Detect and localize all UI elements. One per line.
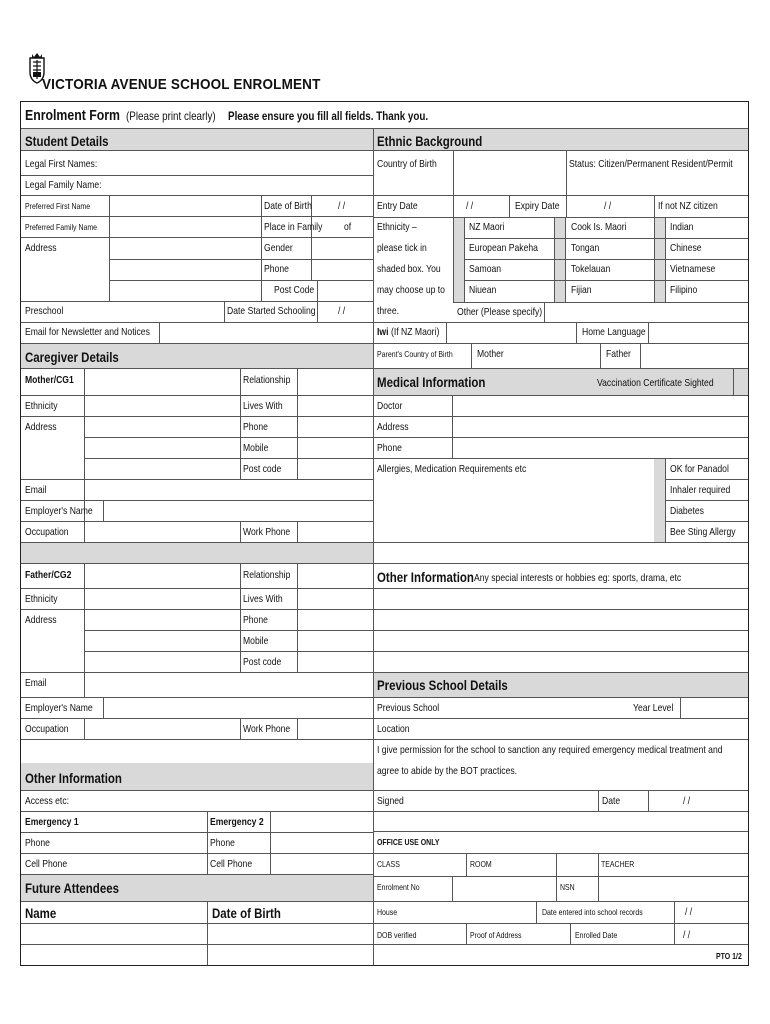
of-label: of xyxy=(344,221,352,233)
expiry-date-label: Expiry Date xyxy=(515,200,560,212)
status-label: Status: Citizen/Permanent Resident/Permit xyxy=(569,158,733,170)
date-started-label: Date Started Schooling xyxy=(227,305,316,317)
ethnicity-note-3: shaded box. You xyxy=(377,263,441,275)
room-label: ROOM xyxy=(470,859,492,869)
future-dob-header: Date of Birth xyxy=(212,905,281,921)
ethnicity-option[interactable]: NZ Maori xyxy=(469,221,505,233)
ethnicity-option[interactable]: Samoan xyxy=(469,263,502,275)
entry-date-slashes: / / xyxy=(466,200,474,212)
preferred-first-label: Preferred First Name xyxy=(25,201,91,211)
relationship-label: Relationship xyxy=(243,374,291,386)
cg2-employer-label: Employer's Name xyxy=(25,702,93,714)
ethnic-heading: Ethnic Background xyxy=(377,133,483,149)
emergency1-label: Emergency 1 xyxy=(25,816,79,828)
ethnicity-option[interactable]: European Pakeha xyxy=(469,242,538,254)
address-label: Address xyxy=(25,242,57,254)
lives-with-label: Lives With xyxy=(243,400,283,412)
previous-school-label: Previous School xyxy=(377,702,440,714)
medical-heading: Medical Information xyxy=(377,374,486,390)
permission-line-2: agree to abide by the BOT practices. xyxy=(377,765,518,777)
date-entered-slashes: / / xyxy=(685,906,693,918)
allergies-label: Allergies, Medication Requirements etc xyxy=(377,463,527,475)
ethnicity-note-1: Ethnicity – xyxy=(377,221,417,233)
ethnicity-option[interactable]: Vietnamese xyxy=(670,263,716,275)
future-name-header: Name xyxy=(25,905,57,921)
student-details-heading: Student Details xyxy=(25,133,109,149)
other-info-left-heading: Other Information xyxy=(25,770,122,786)
cg1-employer-label: Employer's Name xyxy=(25,505,93,517)
other-info-right-heading: Other Information xyxy=(377,569,474,585)
cg2-occupation-label: Occupation xyxy=(25,723,69,735)
medical-option[interactable]: Inhaler required xyxy=(670,484,731,496)
future-attendees-heading: Future Attendees xyxy=(25,880,119,896)
tick-col1-shade xyxy=(453,218,464,302)
cg2-lives-with-label: Lives With xyxy=(243,593,283,605)
place-in-family-label: Place in Family xyxy=(264,221,323,233)
medical-phone-label: Phone xyxy=(377,442,402,454)
permission-line-1: I give permission for the school to sanction any required emergency medical treatment and xyxy=(377,744,723,756)
enrolment-no-label: Enrolment No xyxy=(377,882,420,892)
ethnicity-option[interactable]: Cook Is. Maori xyxy=(571,221,627,233)
location-label: Location xyxy=(377,723,410,735)
page-indicator: PTO 1/2 xyxy=(716,951,742,961)
preschool-label: Preschool xyxy=(25,305,64,317)
phone-label: Phone xyxy=(264,263,289,275)
date-slashes: / / xyxy=(683,795,691,807)
entry-date-label: Entry Date xyxy=(377,200,418,212)
caregiver-heading: Caregiver Details xyxy=(25,349,119,365)
cg2-mobile-label: Mobile xyxy=(243,635,269,647)
tick-col2-shade xyxy=(554,218,565,302)
mother-cg1-label: Mother/CG1 xyxy=(25,374,74,386)
post-code-label: Post Code xyxy=(274,284,315,296)
cg2-address-label: Address xyxy=(25,614,57,626)
emergency1-cell-label: Cell Phone xyxy=(25,858,68,870)
email-newsletter-label: Email for Newsletter and Notices xyxy=(25,326,150,338)
mother-country-label: Mother xyxy=(477,348,504,360)
date-entered-label: Date entered into school records xyxy=(542,907,643,917)
dob-label: Date of Birth xyxy=(264,200,312,212)
date-started-slashes: / / xyxy=(338,305,346,317)
previous-school-heading: Previous School Details xyxy=(377,677,508,693)
cg1-address-label: Address xyxy=(25,421,57,433)
other-specify-label: Other (Please specify) xyxy=(457,306,543,318)
access-label: Access etc: xyxy=(25,795,70,807)
cg2-postcode-label: Post code xyxy=(243,656,282,668)
nsn-label: NSN xyxy=(560,882,575,892)
ethnicity-note-5: three. xyxy=(377,305,400,317)
form-title: Enrolment Form xyxy=(25,107,120,124)
medical-option[interactable]: Bee Sting Allergy xyxy=(670,526,736,538)
teacher-label: TEACHER xyxy=(601,859,635,869)
iwi-note: (If NZ Maori) xyxy=(391,326,440,338)
cg2-work-phone-label: Work Phone xyxy=(243,723,291,735)
cg1-mobile-label: Mobile xyxy=(243,442,269,454)
emergency2-cell-label: Cell Phone xyxy=(210,858,253,870)
print-note: (Please print clearly) xyxy=(126,109,216,123)
legal-family-label: Legal Family Name: xyxy=(25,179,102,191)
home-language-label: Home Language xyxy=(582,326,646,338)
year-level-label: Year Level xyxy=(633,702,674,714)
date-label: Date xyxy=(602,795,621,807)
iwi-label: Iwi xyxy=(377,326,389,338)
page-title: VICTORIA AVENUE SCHOOL ENROLMENT xyxy=(42,76,321,93)
gender-label: Gender xyxy=(264,242,293,254)
legal-first-label: Legal First Names: xyxy=(25,158,98,170)
ensure-note: Please ensure you fill all fields. Thank you. xyxy=(228,109,429,123)
ethnicity-note-4: may choose up to xyxy=(377,284,445,296)
caregiver-separator-band xyxy=(21,543,373,563)
ethnicity-option[interactable]: Chinese xyxy=(670,242,702,254)
enrolled-date-label: Enrolled Date xyxy=(575,930,618,940)
father-cg2-label: Father/CG2 xyxy=(25,569,72,581)
cg2-ethnicity-label: Ethnicity xyxy=(25,593,58,605)
emergency2-phone-label: Phone xyxy=(210,837,235,849)
cg2-relationship-label: Relationship xyxy=(243,569,291,581)
medical-option[interactable]: OK for Panadol xyxy=(670,463,729,475)
tick-col3-shade xyxy=(654,218,665,302)
preferred-family-label: Preferred Family Name xyxy=(25,222,98,232)
cg2-phone-label: Phone xyxy=(243,614,268,626)
class-label: CLASS xyxy=(377,859,400,869)
cg1-phone-label: Phone xyxy=(243,421,268,433)
cg1-postcode-label: Post code xyxy=(243,463,282,475)
ethnicity-note-2: please tick in xyxy=(377,242,427,254)
cg2-email-label: Email xyxy=(25,677,47,689)
office-use-heading: OFFICE USE ONLY xyxy=(377,837,440,847)
father-country-label: Father xyxy=(606,348,631,360)
ethnicity-option[interactable]: Tokelauan xyxy=(571,263,611,275)
vaccination-box-shade xyxy=(734,369,748,394)
dob-slashes: / / xyxy=(338,200,346,212)
ethnicity-option[interactable]: Indian xyxy=(670,221,694,233)
cg1-work-phone-label: Work Phone xyxy=(243,526,291,538)
emergency2-label: Emergency 2 xyxy=(210,816,264,828)
medical-address-label: Address xyxy=(377,421,409,433)
cg1-occupation-label: Occupation xyxy=(25,526,69,538)
doctor-label: Doctor xyxy=(377,400,403,412)
medical-tick-shade xyxy=(654,458,665,542)
if-not-citizen-label: If not NZ citizen xyxy=(658,200,718,212)
other-info-note: Any special interests or hobbies eg: sports, drama, etc xyxy=(474,572,682,584)
house-label: House xyxy=(377,907,398,917)
proof-of-address-label: Proof of Address xyxy=(470,930,522,940)
enrolled-date-slashes: / / xyxy=(683,929,691,941)
ethnicity-option[interactable]: Fijian xyxy=(571,284,592,296)
ethnicity-label: Ethnicity xyxy=(25,400,58,412)
ethnicity-option[interactable]: Tongan xyxy=(571,242,600,254)
expiry-date-slashes: / / xyxy=(604,200,612,212)
signed-label: Signed xyxy=(377,795,404,807)
emergency1-phone-label: Phone xyxy=(25,837,50,849)
ethnicity-option[interactable]: Filipino xyxy=(670,284,698,296)
dob-verified-label: DOB verified xyxy=(377,930,417,940)
medical-option[interactable]: Diabetes xyxy=(670,505,704,517)
vaccination-label: Vaccination Certificate Sighted xyxy=(597,377,714,389)
cg1-email-label: Email xyxy=(25,484,47,496)
parents-country-label: Parent's Country of Birth xyxy=(377,349,453,359)
ethnicity-option[interactable]: Niuean xyxy=(469,284,497,296)
country-of-birth-label: Country of Birth xyxy=(377,158,437,170)
